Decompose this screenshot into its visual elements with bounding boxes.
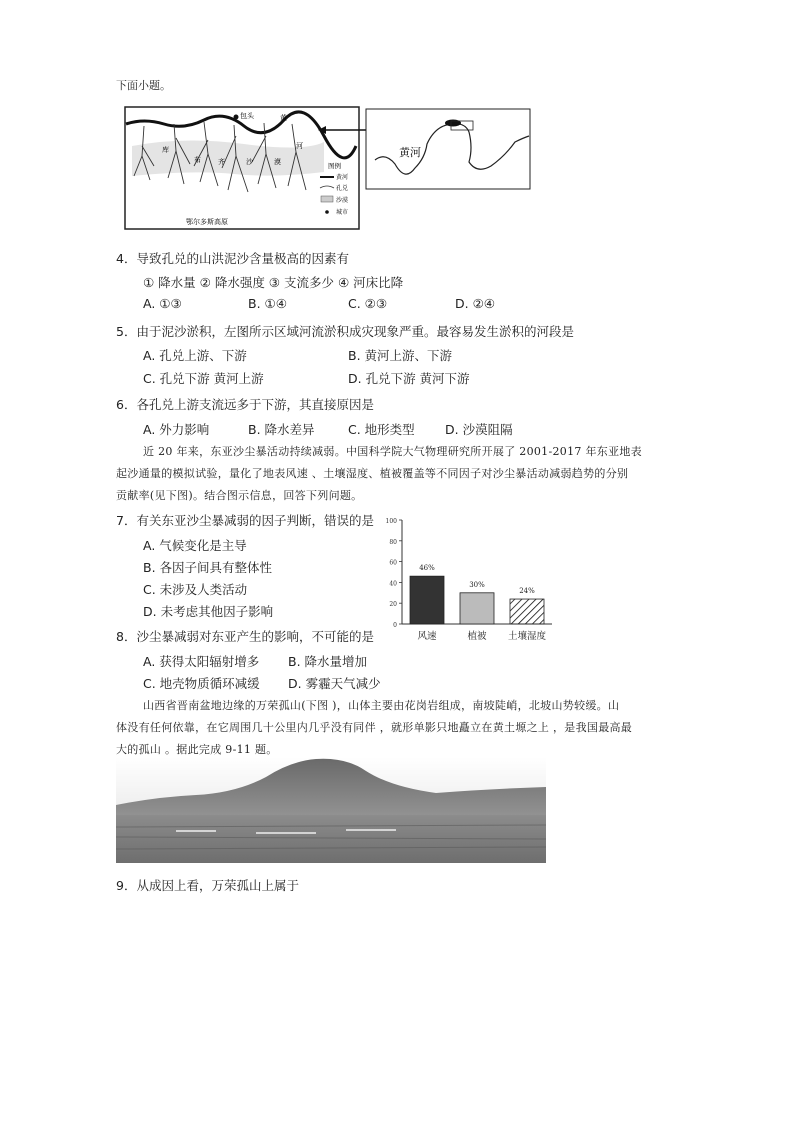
- bar-2: [510, 599, 544, 624]
- q7-option-d[interactable]: D. 未考虑其他因子影响: [143, 604, 274, 619]
- map-desert-char-1: 库: [162, 146, 169, 154]
- bar-value-label: 30%: [469, 580, 485, 589]
- passage1-line-1: 近 20 年来，东亚沙尘暴活动持续减弱。中国科学院大气物理研究所开展了 2001-2017 年东亚地表: [143, 445, 642, 458]
- bar-value-label: 46%: [419, 564, 435, 573]
- q5-option-d[interactable]: D. 孔兑下游 黄河下游: [348, 371, 470, 386]
- q7-stem: 7．有关东亚沙尘暴减弱的因子判断，错误的是: [116, 513, 374, 528]
- legend-item-city: 城市: [336, 209, 349, 216]
- intro-text: 下面小题。: [116, 79, 171, 92]
- q4-stem: 4．导致孔兑的山洪泥沙含量极高的因素有: [116, 251, 349, 266]
- category-label: 植被: [467, 631, 487, 642]
- y-tick-label: 60: [389, 559, 397, 567]
- map-river-char-2: 河: [296, 142, 303, 150]
- passage1-line-2: 起沙通量的模拟试验，量化了地表风速 、土壤湿度、植被覆盖等不同因子对沙尘暴活动减弱趋势的分别: [116, 467, 629, 480]
- passage2-line-2: 体没有任何依靠，在它周围几十公里内几乎没有同伴 ，就形单影只地矗立在黄土塬之上 ，是我国最高最: [116, 721, 633, 734]
- y-tick-label: 80: [389, 538, 397, 546]
- bar-value-label: 24%: [519, 587, 535, 596]
- q4-option-a[interactable]: A. ①③: [143, 296, 182, 311]
- q4-option-d[interactable]: D. ②④: [455, 296, 495, 311]
- bar-1: [460, 593, 494, 624]
- map-desert-char-3: 齐: [218, 158, 225, 166]
- map-figure-right: [365, 108, 531, 190]
- q7-option-a[interactable]: A. 气候变化是主导: [143, 538, 247, 553]
- mountain-photo: [116, 757, 546, 863]
- map-desert-char-2: 布: [194, 156, 201, 164]
- q6-option-a[interactable]: A. 外力影响: [143, 422, 210, 437]
- legend-item-desert: 沙漠: [336, 197, 349, 204]
- q6-option-b[interactable]: B. 降水差异: [248, 422, 315, 437]
- passage2-line-1: 山西省晋南盆地边缘的万荣孤山(下图 )，山体主要由花岗岩组成，南坡陡峭，北坡山势较缓。山: [143, 699, 620, 712]
- map-desert-char-4: 沙: [246, 158, 253, 166]
- q6-stem: 6．各孔兑上游支流远多于下游，其直接原因是: [116, 397, 374, 412]
- map-region-label: 鄂尔多斯高原: [186, 218, 228, 226]
- y-tick-label: 20: [389, 601, 397, 609]
- q7-option-b[interactable]: B. 各因子间具有整体性: [143, 560, 273, 575]
- q9-stem: 9．从成因上看，万荣孤山上属于: [116, 878, 299, 893]
- q5-option-c[interactable]: C. 孔兑下游 黄河上游: [143, 371, 264, 386]
- passage1-line-3: 贡献率(见下图)。结合图示信息，回答下列问题。: [116, 489, 363, 502]
- q8-option-b[interactable]: B. 降水量增加: [288, 654, 368, 669]
- legend-title: 图例: [328, 162, 341, 170]
- q6-option-d[interactable]: D. 沙漠阻隔: [445, 422, 513, 437]
- legend-item-tributary: 孔兑: [336, 185, 349, 192]
- bar-chart: [372, 508, 572, 648]
- passage2-line-3: 大的孤山 。据此完成 9-11 题。: [116, 743, 278, 756]
- category-label: 风速: [417, 631, 437, 642]
- y-tick-label: 40: [389, 580, 397, 588]
- q6-option-c[interactable]: C. 地形类型: [348, 422, 415, 437]
- q4-option-c[interactable]: C. ②③: [348, 296, 388, 311]
- map-river-char-1: 黄: [280, 114, 287, 122]
- y-tick-label: 100: [385, 518, 397, 525]
- q4-option-b[interactable]: B. ①④: [248, 296, 287, 311]
- q5-option-a[interactable]: A. 孔兑上游、下游: [143, 348, 247, 363]
- q8-stem: 8．沙尘暴减弱对东亚产生的影响，不可能的是: [116, 629, 374, 644]
- q8-option-c[interactable]: C. 地壳物质循环减缓: [143, 676, 260, 691]
- right-map-river-label: 黄河: [399, 146, 421, 159]
- map-desert-char-5: 漠: [274, 158, 281, 166]
- q7-option-c[interactable]: C. 未涉及人类活动: [143, 582, 248, 597]
- q4-items: ① 降水量 ② 降水强度 ③ 支流多少 ④ 河床比降: [143, 275, 404, 290]
- q8-option-d[interactable]: D. 雾霾天气减少: [288, 676, 381, 691]
- q5-stem: 5．由于泥沙淤积，左图所示区域河流淤积成灾现象严重。最容易发生淤积的河段是: [116, 324, 574, 339]
- q8-option-a[interactable]: A. 获得太阳辐射增多: [143, 654, 260, 669]
- category-label: 土壤湿度: [507, 631, 547, 642]
- bar-0: [410, 576, 444, 624]
- q5-option-b[interactable]: B. 黄河上游、下游: [348, 348, 453, 363]
- y-tick-label: 0: [393, 622, 397, 629]
- map-city-label: 包头: [240, 112, 254, 120]
- legend-item-river: 黄河: [336, 174, 349, 181]
